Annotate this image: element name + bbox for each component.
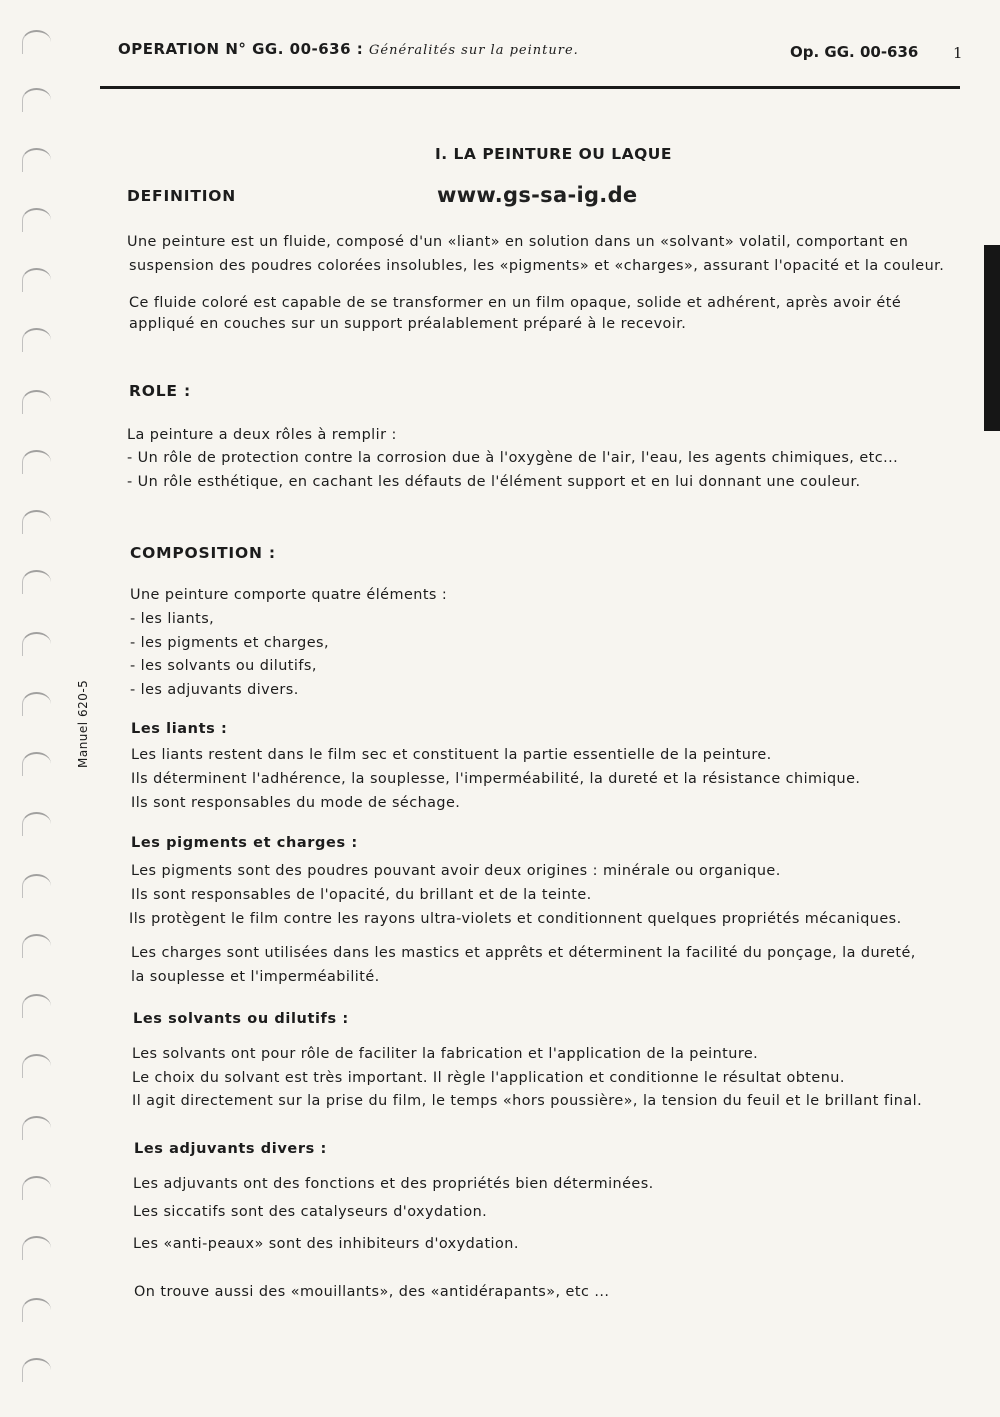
role-heading: ROLE :	[129, 382, 191, 400]
pigments-line: Ils protègent le film contre les rayons ultra-violets et conditionnent quelques propriétés mécaniques.	[129, 911, 902, 927]
definition-heading: DEFINITION	[127, 187, 237, 205]
pigments-line: la souplesse et l'imperméabilité.	[131, 969, 380, 985]
pigments-line: Les pigments sont des poudres pouvant avoir deux origines : minérale ou organique.	[131, 863, 781, 879]
binder-hole	[22, 88, 51, 112]
section-tab-marker	[984, 245, 1000, 431]
binder-hole	[22, 692, 51, 716]
operation-ref: Op. GG. 00-636	[790, 43, 919, 61]
binder-hole	[22, 1054, 51, 1078]
role-line: - Un rôle de protection contre la corrosion due à l'oxygène de l'air, l'eau, les agents chimiques, etc...	[127, 450, 899, 466]
binder-hole	[22, 208, 51, 232]
role-line: - Un rôle esthétique, en cachant les défauts de l'élément support et en lui donnant une couleur.	[127, 474, 861, 490]
definition-line: Une peinture est un fluide, composé d'un «liant» en solution dans un «solvant» volatil, comportant en	[127, 234, 909, 250]
composition-line: Une peinture comporte quatre éléments :	[130, 587, 448, 603]
composition-line: - les pigments et charges,	[130, 635, 330, 651]
adjuvants-line: On trouve aussi des «mouillants», des «antidérapants», etc ...	[134, 1284, 610, 1300]
pigments-line: Ils sont responsables de l'opacité, du brillant et de la teinte.	[131, 887, 592, 903]
composition-line: - les solvants ou dilutifs,	[130, 658, 317, 674]
definition-line: Ce fluide coloré est capable de se transformer en un film opaque, solide et adhérent, après avoir été	[129, 295, 902, 311]
binder-hole	[22, 812, 51, 836]
definition-line: appliqué en couches sur un support préalablement préparé à le recevoir.	[129, 316, 687, 332]
binder-hole	[22, 510, 51, 534]
liants-heading: Les liants :	[131, 721, 228, 737]
page-number: 1	[953, 44, 963, 62]
binder-hole	[22, 934, 51, 958]
operation-number: OPERATION N° GG. 00-636 :	[118, 40, 364, 58]
margin-manual-label: Manuel 620-5	[76, 679, 90, 768]
binder-hole	[22, 390, 51, 414]
binder-hole	[22, 752, 51, 776]
composition-heading: COMPOSITION :	[130, 544, 276, 562]
binder-hole	[22, 632, 51, 656]
composition-line: - les liants,	[130, 611, 215, 627]
adjuvants-line: Les adjuvants ont des fonctions et des propriétés bien déterminées.	[133, 1176, 654, 1192]
binder-hole	[22, 30, 51, 54]
website-watermark: www.gs-sa-ig.de	[437, 183, 638, 207]
binder-hole	[22, 1298, 51, 1322]
adjuvants-line: Les siccatifs sont des catalyseurs d'oxydation.	[133, 1204, 488, 1220]
binder-hole	[22, 268, 51, 292]
solvants-line: Le choix du solvant est très important. Il règle l'application et conditionne le résultat obtenu.	[132, 1070, 845, 1086]
adjuvants-heading: Les adjuvants divers :	[134, 1141, 327, 1157]
pigments-line: Les charges sont utilisées dans les mastics et apprêts et déterminent la facilité du ponçage, la dureté,	[131, 945, 916, 961]
solvants-heading: Les solvants ou dilutifs :	[133, 1011, 349, 1027]
binder-hole	[22, 570, 51, 594]
liants-line: Ils déterminent l'adhérence, la souplesse, l'imperméabilité, la dureté et la résistance chimique.	[131, 771, 861, 787]
operation-header	[118, 40, 579, 58]
binder-hole	[22, 328, 51, 352]
definition-line: suspension des poudres colorées insolubles, les «pigments» et «charges», assurant l'opacité et la couleur.	[129, 258, 945, 274]
liants-line: Ils sont responsables du mode de séchage.	[131, 795, 461, 811]
binder-hole	[22, 874, 51, 898]
adjuvants-line: Les «anti-peaux» sont des inhibiteurs d'oxydation.	[133, 1236, 519, 1252]
binder-hole	[22, 1116, 51, 1140]
binder-hole	[22, 1176, 51, 1200]
operation-subtitle: Généralités sur la peinture.	[369, 43, 579, 58]
binder-hole	[22, 1236, 51, 1260]
chapter-title: I. LA PEINTURE OU LAQUE	[435, 145, 672, 163]
header-rule	[100, 86, 960, 89]
solvants-line: Il agit directement sur la prise du film, le temps «hors poussière», la tension du feuil et le brillant final.	[132, 1093, 923, 1109]
binder-hole	[22, 994, 51, 1018]
binder-hole	[22, 1358, 51, 1382]
liants-line: Les liants restent dans le film sec et constituent la partie essentielle de la peinture.	[131, 747, 772, 763]
solvants-line: Les solvants ont pour rôle de faciliter la fabrication et l'application de la peinture.	[132, 1046, 759, 1062]
role-line: La peinture a deux rôles à remplir :	[127, 427, 397, 443]
binder-hole	[22, 450, 51, 474]
binder-hole	[22, 148, 51, 172]
pigments-heading: Les pigments et charges :	[131, 835, 358, 851]
composition-line: - les adjuvants divers.	[130, 682, 299, 698]
